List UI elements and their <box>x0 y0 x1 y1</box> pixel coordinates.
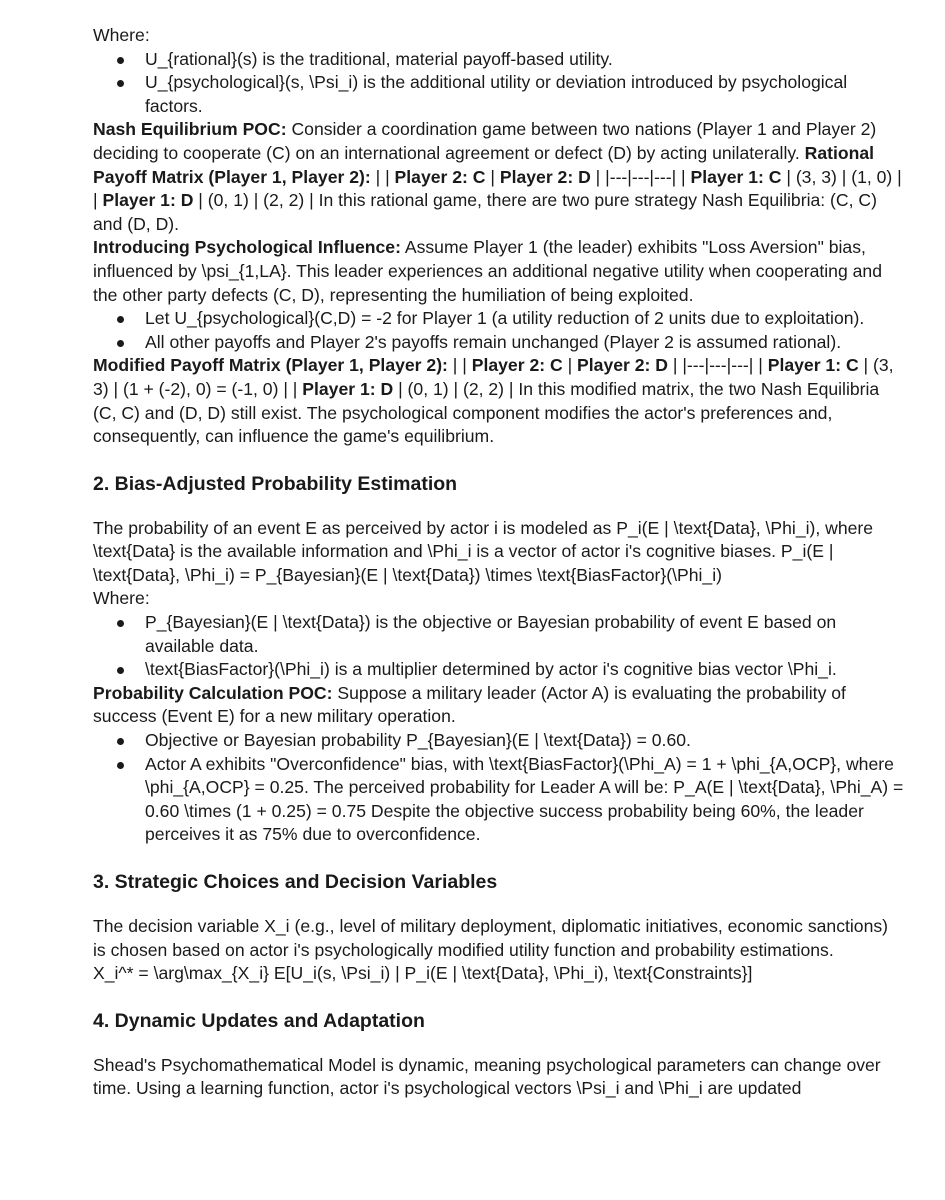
poc-list <box>93 729 905 847</box>
decision-formula: X_i^* = \arg\max_{X_i} E[U_i(s, \Psi_i) | P_i(E | \text{Data}, \Phi_i), \text{Constraints}] <box>93 963 753 984</box>
matrix-sep: | <box>562 355 578 376</box>
matrix-cells: | (0, 1) | (2, 2) | In this modified matrix, the two Nash Equilibria (C, C) and (D, D) still exist. The psychological component modifies the actor's preferences and, consequently, can influence the game's equilibrium. <box>93 378 880 447</box>
section-heading: 2. Bias-Adjusted Probability Estimation <box>93 472 458 495</box>
poc-text: Suppose a military leader (Actor A) is evaluating the probability of success (Event E) for a new military operation. <box>93 682 846 727</box>
psych-text: Assume Player 1 (the leader) exhibits "Loss Aversion" bias, influenced by \psi_{1,LA}. This leader experiences an additional negative utility when cooperating and the other party defects (C, D), representing the humiliation of being exploited. <box>93 237 882 305</box>
matrix-row-label: Player 1: C <box>767 355 859 376</box>
probability-poc-paragraph <box>93 682 905 729</box>
matrix-header: Player 2: C <box>471 355 563 376</box>
modified-matrix-paragraph <box>93 354 905 448</box>
probability-paragraph: The probability of an event E as perceived by actor i is modeled as P_i(E | \text{Data}, \Phi_i), where \text{Data} is the available information and \Phi_i is a vector of actor i's cognitive biases. P_i(E | \text{Data}, \Phi_i) = P_{Bayesian}(E | \text{Data}) \times \text{BiasFactor}(\Phi_i) <box>93 517 874 585</box>
matrix-sep: | <box>485 166 500 187</box>
section-heading: 4. Dynamic Updates and Adaptation <box>93 1009 425 1032</box>
list-item: \text{BiasFactor}(\Phi_i) is a multiplier determined by actor i's cognitive bias vector \Phi_i. <box>93 658 905 682</box>
modified-lead: Modified Payoff Matrix (Player 1, Player 2): <box>93 355 448 376</box>
matrix-sep: | |---|---|---| | <box>668 355 768 376</box>
matrix-title: Rational Payoff Matrix (Player 1, Player 2): <box>93 142 875 187</box>
list-item: P_{Bayesian}(E | \text{Data}) is the objective or Bayesian probability of event E based on available data. <box>93 611 905 658</box>
decision-paragraph: The decision variable X_i (e.g., level of military deployment, diplomatic initiatives, economic sanctions) is chosen based on actor i's psychologically modified utility function and probability estimations. <box>93 916 889 960</box>
matrix-header: Player 2: D <box>577 355 668 376</box>
matrix-sep: | | <box>447 355 472 376</box>
psych-list <box>93 307 905 354</box>
list-item: Actor A exhibits "Overconfidence" bias, with \text{BiasFactor}(\Phi_A) = 1 + \phi_{A,OCP}, where \phi_{A,OCP} = 0.25. The perceived probability for Leader A will be: P_A(E | \text{Data}, \Phi_A) = 0.60 \times (1 + 0.25) = 0.75 Despite the objective success probability being 60%, the leader perceives it as 75% due to overconfidence. <box>93 753 905 847</box>
matrix-row-label: Player 1: C <box>690 166 782 187</box>
list-item: Let U_{psychological}(C,D) = -2 for Player 1 (a utility reduction of 2 units due to exploitation). <box>93 307 905 331</box>
psychological-influence-paragraph <box>93 236 905 307</box>
matrix-cells: | (3, 3) | (1, 0) | | <box>93 166 902 211</box>
matrix-sep: | | <box>370 166 395 187</box>
matrix-cells: | (0, 1) | (2, 2) | In this rational game, there are two pure strategy Nash Equilibria: (C, C) and (D, D). <box>93 190 877 234</box>
matrix-row-label: Player 1: D <box>102 190 194 211</box>
list-item: U_{psychological}(s, \Psi_i) is the additional utility or deviation introduced by psychological factors. <box>93 71 905 118</box>
dynamic-paragraph: Shead's Psychomathematical Model is dynamic, meaning psychological parameters can change over time. Using a learning function, actor i's psychological vectors \Psi_i and \Phi_i are updated <box>93 1054 881 1099</box>
psych-lead: Introducing Psychological Influence: <box>93 237 401 258</box>
nash-text: Consider a coordination game between two nations (Player 1 and Player 2) deciding to cooperate (C) on an international agreement or defect (D) by acting unilaterally. <box>93 119 877 163</box>
list-item: Objective or Bayesian probability P_{Bayesian}(E | \text{Data}) = 0.60. <box>93 729 905 753</box>
matrix-sep: | |---|---|---| | <box>590 166 691 187</box>
nash-lead: Nash Equilibrium POC: <box>93 119 287 140</box>
section-heading: 3. Strategic Choices and Decision Variables <box>93 871 498 893</box>
where-label: Where: <box>93 25 150 45</box>
where-label: Where: <box>93 588 150 609</box>
nash-equilibrium-paragraph <box>93 118 905 236</box>
matrix-cells: | (3, 3) | (1 + (-2), 0) = (-1, 0) | | <box>93 355 894 399</box>
where-list <box>93 611 905 682</box>
list-item: All other payoffs and Player 2's payoffs remain unchanged (Player 2 is assumed rational). <box>93 331 905 355</box>
matrix-row-label: Player 1: D <box>302 378 394 399</box>
poc-lead: Probability Calculation POC: <box>93 682 333 703</box>
matrix-header: Player 2: C <box>394 166 486 187</box>
where-list <box>93 48 905 119</box>
list-item: U_{rational}(s) is the traditional, material payoff-based utility. <box>93 48 905 72</box>
matrix-header: Player 2: D <box>499 166 591 187</box>
